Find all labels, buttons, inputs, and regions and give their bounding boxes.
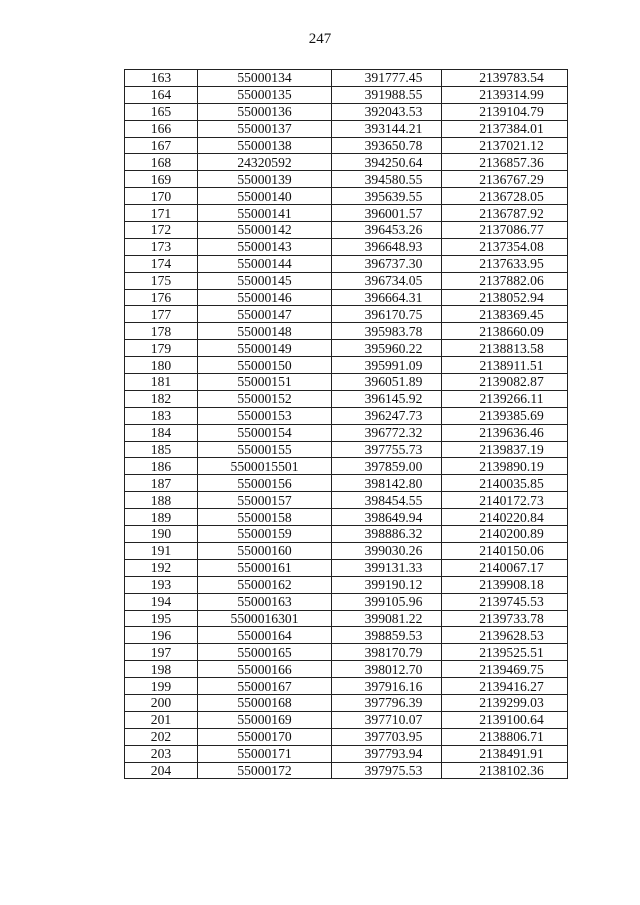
- y-coordinate-cell: 2140150.06: [442, 542, 568, 559]
- point-id-cell: 55000135: [198, 86, 332, 103]
- point-id-cell: 55000150: [198, 357, 332, 374]
- table-row: [125, 678, 568, 695]
- x-coordinate-cell: 396734.05: [332, 272, 442, 289]
- x-coordinate-cell: 396145.92: [332, 390, 442, 407]
- point-id-cell: 55000172: [198, 762, 332, 779]
- row-index-cell: 194: [125, 593, 198, 610]
- x-coordinate-cell: 396453.26: [332, 222, 442, 239]
- y-coordinate-cell: 2139266.11: [442, 390, 568, 407]
- point-id-cell: 55000137: [198, 120, 332, 137]
- row-index-cell: 172: [125, 222, 198, 239]
- table-row: [125, 745, 568, 762]
- row-index-cell: 188: [125, 492, 198, 509]
- table-row: [125, 171, 568, 188]
- row-index-cell: 198: [125, 661, 198, 678]
- table-row: [125, 340, 568, 357]
- point-id-cell: 55000164: [198, 627, 332, 644]
- coordinates-table-body: [125, 70, 568, 779]
- point-id-cell: 55000146: [198, 289, 332, 306]
- point-id-cell: 55000157: [198, 492, 332, 509]
- point-id-cell: 55000161: [198, 559, 332, 576]
- x-coordinate-cell: 396664.31: [332, 289, 442, 306]
- table-row: [125, 424, 568, 441]
- point-id-cell: 55000153: [198, 407, 332, 424]
- y-coordinate-cell: 2136787.92: [442, 205, 568, 222]
- x-coordinate-cell: 394580.55: [332, 171, 442, 188]
- x-coordinate-cell: 397975.53: [332, 762, 442, 779]
- table-row: [125, 407, 568, 424]
- y-coordinate-cell: 2140067.17: [442, 559, 568, 576]
- x-coordinate-cell: 399105.96: [332, 593, 442, 610]
- row-index-cell: 165: [125, 103, 198, 120]
- y-coordinate-cell: 2136767.29: [442, 171, 568, 188]
- row-index-cell: 168: [125, 154, 198, 171]
- point-id-cell: 55000158: [198, 509, 332, 526]
- point-id-cell: 55000168: [198, 694, 332, 711]
- point-id-cell: 55000149: [198, 340, 332, 357]
- y-coordinate-cell: 2139908.18: [442, 576, 568, 593]
- table-row: [125, 526, 568, 543]
- x-coordinate-cell: 396051.89: [332, 374, 442, 391]
- row-index-cell: 200: [125, 694, 198, 711]
- y-coordinate-cell: 2137633.95: [442, 255, 568, 272]
- table-row: [125, 374, 568, 391]
- y-coordinate-cell: 2139385.69: [442, 407, 568, 424]
- point-id-cell: 55000138: [198, 137, 332, 154]
- y-coordinate-cell: 2138052.94: [442, 289, 568, 306]
- y-coordinate-cell: 2139525.51: [442, 644, 568, 661]
- table-row: [125, 289, 568, 306]
- x-coordinate-cell: 398454.55: [332, 492, 442, 509]
- x-coordinate-cell: 398142.80: [332, 475, 442, 492]
- x-coordinate-cell: 396772.32: [332, 424, 442, 441]
- x-coordinate-cell: 397793.94: [332, 745, 442, 762]
- table-row: [125, 441, 568, 458]
- point-id-cell: 55000154: [198, 424, 332, 441]
- point-id-cell: 55000141: [198, 205, 332, 222]
- y-coordinate-cell: 2138102.36: [442, 762, 568, 779]
- y-coordinate-cell: 2139082.87: [442, 374, 568, 391]
- row-index-cell: 176: [125, 289, 198, 306]
- x-coordinate-cell: 396737.30: [332, 255, 442, 272]
- table-row: [125, 762, 568, 779]
- y-coordinate-cell: 2138911.51: [442, 357, 568, 374]
- row-index-cell: 182: [125, 390, 198, 407]
- row-index-cell: 171: [125, 205, 198, 222]
- x-coordinate-cell: 395639.55: [332, 188, 442, 205]
- y-coordinate-cell: 2139733.78: [442, 610, 568, 627]
- row-index-cell: 199: [125, 678, 198, 695]
- point-id-cell: 55000142: [198, 222, 332, 239]
- point-id-cell: 55000134: [198, 70, 332, 87]
- point-id-cell: 5500016301: [198, 610, 332, 627]
- table-row: [125, 458, 568, 475]
- x-coordinate-cell: 397755.73: [332, 441, 442, 458]
- y-coordinate-cell: 2139745.53: [442, 593, 568, 610]
- x-coordinate-cell: 395960.22: [332, 340, 442, 357]
- point-id-cell: 55000139: [198, 171, 332, 188]
- point-id-cell: 55000170: [198, 728, 332, 745]
- table-row: [125, 154, 568, 171]
- x-coordinate-cell: 396247.73: [332, 407, 442, 424]
- row-index-cell: 177: [125, 306, 198, 323]
- table-row: [125, 255, 568, 272]
- coordinates-table-wrapper: [124, 69, 568, 779]
- row-index-cell: 179: [125, 340, 198, 357]
- table-row: [125, 86, 568, 103]
- table-row: [125, 509, 568, 526]
- row-index-cell: 184: [125, 424, 198, 441]
- x-coordinate-cell: 391777.45: [332, 70, 442, 87]
- table-row: [125, 475, 568, 492]
- table-row: [125, 627, 568, 644]
- y-coordinate-cell: 2138369.45: [442, 306, 568, 323]
- row-index-cell: 183: [125, 407, 198, 424]
- y-coordinate-cell: 2139416.27: [442, 678, 568, 695]
- table-row: [125, 661, 568, 678]
- row-index-cell: 193: [125, 576, 198, 593]
- point-id-cell: 55000160: [198, 542, 332, 559]
- table-row: [125, 711, 568, 728]
- x-coordinate-cell: 396648.93: [332, 238, 442, 255]
- x-coordinate-cell: 398012.70: [332, 661, 442, 678]
- table-row: [125, 694, 568, 711]
- y-coordinate-cell: 2139890.19: [442, 458, 568, 475]
- row-index-cell: 204: [125, 762, 198, 779]
- point-id-cell: 55000163: [198, 593, 332, 610]
- y-coordinate-cell: 2136728.05: [442, 188, 568, 205]
- x-coordinate-cell: 397796.39: [332, 694, 442, 711]
- y-coordinate-cell: 2138813.58: [442, 340, 568, 357]
- y-coordinate-cell: 2140035.85: [442, 475, 568, 492]
- point-id-cell: 55000151: [198, 374, 332, 391]
- table-row: [125, 357, 568, 374]
- point-id-cell: 24320592: [198, 154, 332, 171]
- x-coordinate-cell: 391988.55: [332, 86, 442, 103]
- row-index-cell: 189: [125, 509, 198, 526]
- row-index-cell: 169: [125, 171, 198, 188]
- table-row: [125, 576, 568, 593]
- row-index-cell: 178: [125, 323, 198, 340]
- row-index-cell: 196: [125, 627, 198, 644]
- row-index-cell: 203: [125, 745, 198, 762]
- y-coordinate-cell: 2139628.53: [442, 627, 568, 644]
- point-id-cell: 55000156: [198, 475, 332, 492]
- point-id-cell: 55000155: [198, 441, 332, 458]
- y-coordinate-cell: 2137354.08: [442, 238, 568, 255]
- row-index-cell: 166: [125, 120, 198, 137]
- y-coordinate-cell: 2139837.19: [442, 441, 568, 458]
- point-id-cell: 55000171: [198, 745, 332, 762]
- point-id-cell: 55000143: [198, 238, 332, 255]
- table-row: [125, 103, 568, 120]
- table-row: [125, 390, 568, 407]
- x-coordinate-cell: 395983.78: [332, 323, 442, 340]
- x-coordinate-cell: 398170.79: [332, 644, 442, 661]
- row-index-cell: 175: [125, 272, 198, 289]
- row-index-cell: 201: [125, 711, 198, 728]
- row-index-cell: 191: [125, 542, 198, 559]
- point-id-cell: 55000166: [198, 661, 332, 678]
- row-index-cell: 187: [125, 475, 198, 492]
- point-id-cell: 55000144: [198, 255, 332, 272]
- x-coordinate-cell: 397703.95: [332, 728, 442, 745]
- y-coordinate-cell: 2138806.71: [442, 728, 568, 745]
- y-coordinate-cell: 2140200.89: [442, 526, 568, 543]
- x-coordinate-cell: 392043.53: [332, 103, 442, 120]
- x-coordinate-cell: 393650.78: [332, 137, 442, 154]
- row-index-cell: 173: [125, 238, 198, 255]
- row-index-cell: 202: [125, 728, 198, 745]
- table-row: [125, 542, 568, 559]
- table-row: [125, 593, 568, 610]
- y-coordinate-cell: 2137086.77: [442, 222, 568, 239]
- table-row: [125, 238, 568, 255]
- x-coordinate-cell: 399190.12: [332, 576, 442, 593]
- y-coordinate-cell: 2140220.84: [442, 509, 568, 526]
- y-coordinate-cell: 2139636.46: [442, 424, 568, 441]
- point-id-cell: 55000165: [198, 644, 332, 661]
- point-id-cell: 55000148: [198, 323, 332, 340]
- point-id-cell: 55000140: [198, 188, 332, 205]
- y-coordinate-cell: 2139299.03: [442, 694, 568, 711]
- x-coordinate-cell: 399081.22: [332, 610, 442, 627]
- table-row: [125, 728, 568, 745]
- row-index-cell: 170: [125, 188, 198, 205]
- y-coordinate-cell: 2138491.91: [442, 745, 568, 762]
- x-coordinate-cell: 398649.94: [332, 509, 442, 526]
- y-coordinate-cell: 2139104.79: [442, 103, 568, 120]
- x-coordinate-cell: 398859.53: [332, 627, 442, 644]
- table-row: [125, 644, 568, 661]
- point-id-cell: 5500015501: [198, 458, 332, 475]
- point-id-cell: 55000145: [198, 272, 332, 289]
- table-row: [125, 188, 568, 205]
- row-index-cell: 185: [125, 441, 198, 458]
- y-coordinate-cell: 2140172.73: [442, 492, 568, 509]
- table-row: [125, 120, 568, 137]
- y-coordinate-cell: 2139469.75: [442, 661, 568, 678]
- x-coordinate-cell: 396170.75: [332, 306, 442, 323]
- row-index-cell: 186: [125, 458, 198, 475]
- x-coordinate-cell: 399030.26: [332, 542, 442, 559]
- row-index-cell: 190: [125, 526, 198, 543]
- y-coordinate-cell: 2139314.99: [442, 86, 568, 103]
- x-coordinate-cell: 395991.09: [332, 357, 442, 374]
- table-row: [125, 137, 568, 154]
- x-coordinate-cell: 397710.07: [332, 711, 442, 728]
- y-coordinate-cell: 2137021.12: [442, 137, 568, 154]
- table-row: [125, 306, 568, 323]
- y-coordinate-cell: 2136857.36: [442, 154, 568, 171]
- y-coordinate-cell: 2139783.54: [442, 70, 568, 87]
- point-id-cell: 55000169: [198, 711, 332, 728]
- row-index-cell: 195: [125, 610, 198, 627]
- x-coordinate-cell: 394250.64: [332, 154, 442, 171]
- y-coordinate-cell: 2138660.09: [442, 323, 568, 340]
- point-id-cell: 55000162: [198, 576, 332, 593]
- x-coordinate-cell: 398886.32: [332, 526, 442, 543]
- table-row: [125, 222, 568, 239]
- y-coordinate-cell: 2137384.01: [442, 120, 568, 137]
- row-index-cell: 164: [125, 86, 198, 103]
- x-coordinate-cell: 396001.57: [332, 205, 442, 222]
- table-row: [125, 492, 568, 509]
- row-index-cell: 180: [125, 357, 198, 374]
- row-index-cell: 174: [125, 255, 198, 272]
- table-row: [125, 205, 568, 222]
- table-row: [125, 610, 568, 627]
- row-index-cell: 181: [125, 374, 198, 391]
- page-number: 247: [308, 31, 332, 47]
- point-id-cell: 55000159: [198, 526, 332, 543]
- table-row: [125, 272, 568, 289]
- point-id-cell: 55000136: [198, 103, 332, 120]
- point-id-cell: 55000152: [198, 390, 332, 407]
- x-coordinate-cell: 397916.16: [332, 678, 442, 695]
- x-coordinate-cell: 397859.00: [332, 458, 442, 475]
- x-coordinate-cell: 393144.21: [332, 120, 442, 137]
- row-index-cell: 163: [125, 70, 198, 87]
- x-coordinate-cell: 399131.33: [332, 559, 442, 576]
- table-row: [125, 323, 568, 340]
- table-row: [125, 70, 568, 87]
- row-index-cell: 167: [125, 137, 198, 154]
- table-row: [125, 559, 568, 576]
- y-coordinate-cell: 2139100.64: [442, 711, 568, 728]
- row-index-cell: 192: [125, 559, 198, 576]
- point-id-cell: 55000167: [198, 678, 332, 695]
- point-id-cell: 55000147: [198, 306, 332, 323]
- row-index-cell: 197: [125, 644, 198, 661]
- y-coordinate-cell: 2137882.06: [442, 272, 568, 289]
- coordinates-table: [124, 69, 568, 779]
